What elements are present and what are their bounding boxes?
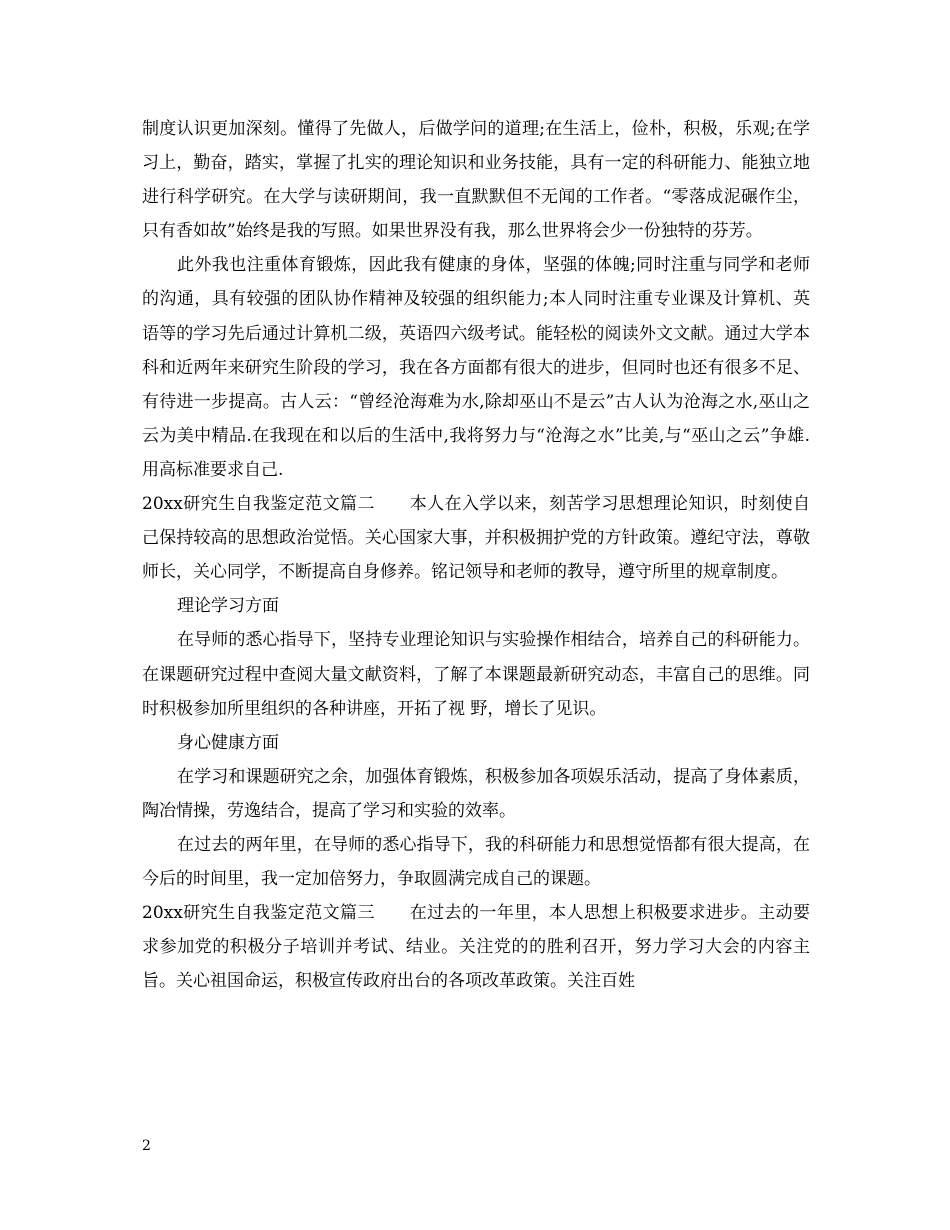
page-number: 2	[142, 1138, 151, 1154]
paragraph-1: 制度认识更加深刻。懂得了先做人，后做学问的道理;在生活上，俭朴，积极，乐观;在学习上，勤奋，踏实，掌握了扎实的理论知识和业务技能，具有一定的科研能力、能独立地进行科学研究。在大学与读研期间，我一直默默但不无闻的工作者。“零落成泥碾作尘，只有香如故”始终是我的写照。如果世界没有我，那么世界将会少一份独特的芬芳。	[142, 119, 810, 242]
paragraph-4: 在导师的悉心指导下，坚持专业理论知识与实验操作相结合，培养自己的科研能力。在课题研究过程中查阅大量文献资料，了解了本课题最新研究动态，丰富自己的思维。同时积极参加所里组织的各种讲座，开拓了视 野，增长了见识。	[142, 630, 810, 719]
paragraph-5: 在学习和课题研究之余，加强体育锻炼，积极参加各项娱乐活动，提高了身体素质，陶冶情操，劳逸结合，提高了学习和实验的效率。	[142, 766, 810, 821]
paragraph-2: 此外我也注重体育锻炼，因此我有健康的身体，坚强的体魄;同时注重与同学和老师的沟通，具有较强的团队协作精神及较强的组织能力;本人同时注重专业课及计算机、英语等的学习先后通过计算机二级，英语四六级考试。能轻松的阅读外文文献。通过大学本科和近两年来研究生阶段的学习，我在各方面都有很大的进步，但同时也还有很多不足、有待进一步提高。古人云：“曾经沧海难为水,除却巫山不是云”古人认为沧海之水,巫山之云为美中精品.在我现在和以后的生活中,我将努力与“沧海之水”比美,与“巫山之云”争雄.用高标准要求自己.	[142, 255, 810, 480]
paragraph-3: 20xx研究生自我鉴定范文篇二 本人在入学以来，刻苦学习思想理论知识，时刻使自己保持较高的思想政治觉悟。关心国家大事，并积极拥护党的方针政策。遵纪守法，尊敬师长，关心同学，不断提高自身修养。铭记领导和老师的教导，遵守所里的规章制度。	[142, 494, 810, 583]
paragraph-6: 在过去的两年里，在导师的悉心指导下，我的科研能力和思想觉悟都有很大提高，在今后的时间里，我一定加倍努力，争取圆满完成自己的课题。	[142, 834, 810, 890]
section-heading-health: 身心健康方面	[177, 732, 279, 753]
document-body	[142, 112, 810, 998]
section-heading-theory: 理论学习方面	[177, 596, 279, 617]
paragraph-7: 20xx研究生自我鉴定范文篇三 在过去的一年里，本人思想上积极要求进步。主动要求参加党的积极分子培训并考试、结业。关注党的的胜利召开，努力学习大会的内容主旨。关心祖国命运，积极宣传政府出台的各项改革政策。关注百姓	[142, 903, 810, 992]
